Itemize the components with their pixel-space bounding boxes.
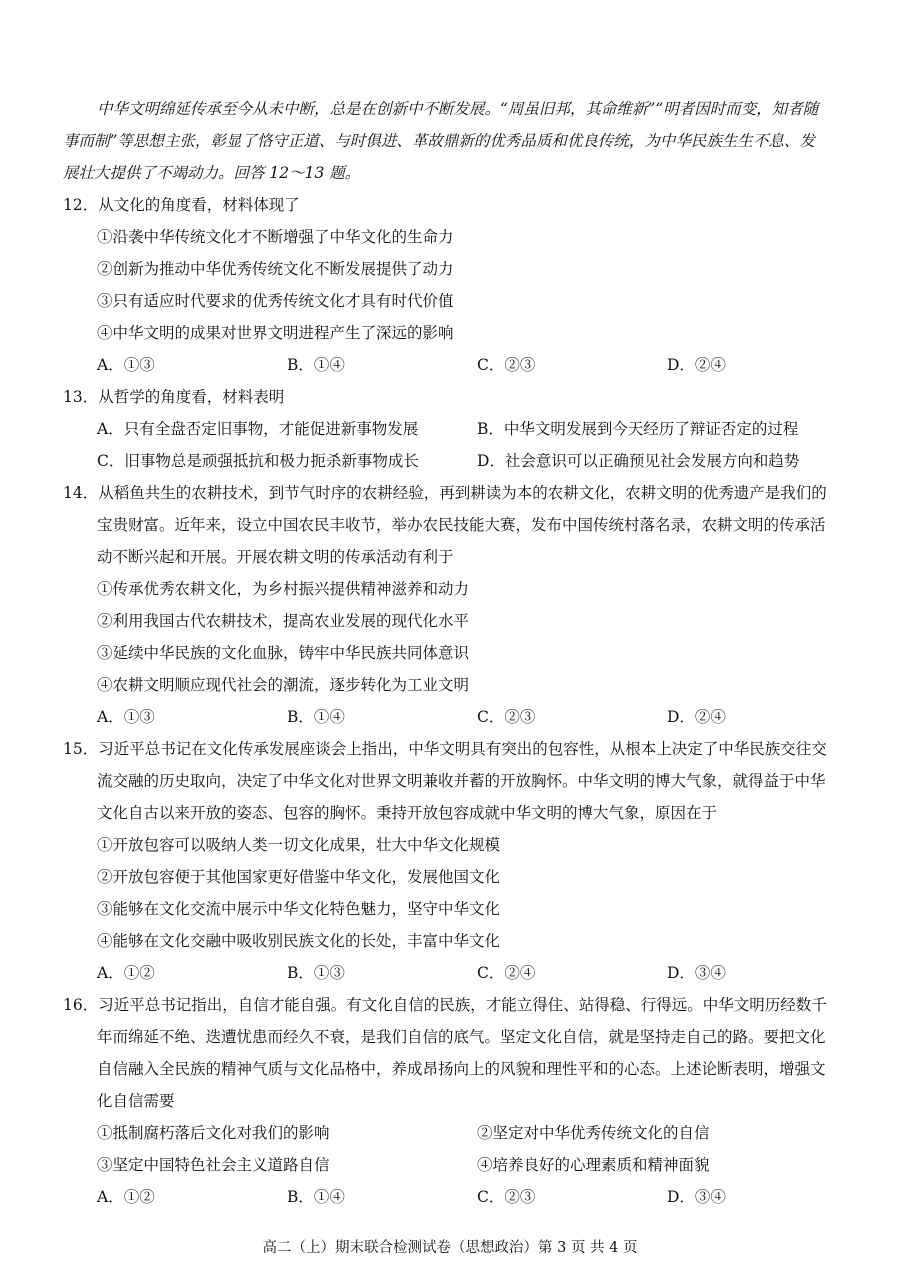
q12-option-d: D．②④ [667, 356, 726, 374]
q14-statement-1: ①传承优秀农耕文化，为乡村振兴提供精神滋养和动力 [97, 580, 470, 598]
q13-options-row-2 [97, 449, 837, 469]
q16-option-c: C．②③ [477, 1188, 536, 1206]
q14-option-b: B．①④ [287, 708, 345, 726]
q14-stem-line-1: 14．从稻鱼共生的农耕技术，到节气时序的农耕经验，再到耕读为本的农耕文化，农耕文明的优秀遗产是我们的 [63, 484, 827, 502]
q15-statement-1: ①开放包容可以吸纳人类一切文化成果，壮大中华文化规模 [97, 836, 501, 854]
q14-options [97, 705, 837, 725]
q14-stem-line-3: 动不断兴起和开展。开展农耕文明的传承活动有利于 [97, 548, 454, 566]
q13-option-c: C．旧事物总是顽强抵抗和极力扼杀新事物成长 [97, 452, 419, 470]
intro-line-3: 展壮大提供了不竭动力。回答 12～13 题。 [63, 164, 361, 182]
q16-stem-line-1: 16．习近平总书记指出，自信才能自强。有文化自信的民族，才能立得住、站得稳、行得远。中华文明历经数千 [63, 996, 827, 1014]
q16-option-d: D．③④ [667, 1188, 726, 1206]
q15-statement-4: ④能够在文化交融中吸收别民族文化的长处，丰富中华文化 [97, 932, 501, 950]
q14-stem-line-2: 宝贵财富。近年来，设立中国农民丰收节，举办农民技能大赛，发布中国传统村落名录，农耕文明的传承活 [97, 516, 826, 534]
q16-statement-3: ③坚定中国特色社会主义道路自信 [97, 1156, 330, 1174]
q12-option-a: A．①③ [97, 356, 155, 374]
q16-stem-line-4: 化自信需要 [97, 1092, 175, 1110]
q16-statement-2: ②坚定对中华优秀传统文化的自信 [477, 1124, 710, 1142]
q12-statement-2: ②创新为推动中华优秀传统文化不断发展提供了动力 [97, 260, 454, 278]
q12-option-c: C．②③ [477, 356, 536, 374]
q16-options [97, 1185, 837, 1205]
intro-line-1: 中华文明绵延传承至今从未中断，总是在创新中不断发展。“周虽旧邦，其命维新”“明者因时而变，知者随 [97, 100, 819, 118]
q12-statement-4: ④中华文明的成果对世界文明进程产生了深远的影响 [97, 324, 454, 342]
q15-stem-line-3: 文化自古以来开放的姿态、包容的胸怀。秉持开放包容成就中华文明的博大气象，原因在于 [97, 804, 718, 822]
page-footer: 高二（上）期末联合检测试卷（思想政治）第 3 页 共 4 页 [262, 1240, 638, 1256]
q13-options-row-1 [97, 417, 837, 437]
q14-option-a: A．①③ [97, 708, 155, 726]
q12-statement-1: ①沿袭中华传统文化才不断增强了中华文化的生命力 [97, 228, 454, 246]
q16-statements-row-2 [97, 1153, 837, 1173]
q12-options [97, 353, 837, 373]
q15-statement-2: ②开放包容便于其他国家更好借鉴中华文化，发展他国文化 [97, 868, 501, 886]
q12-statement-3: ③只有适应时代要求的优秀传统文化才具有时代价值 [97, 292, 454, 310]
q16-statement-1: ①抵制腐朽落后文化对我们的影响 [97, 1124, 330, 1142]
q12-option-b: B．①④ [287, 356, 345, 374]
q14-option-c: C．②③ [477, 708, 536, 726]
q13-stem: 13．从哲学的角度看，材料表明 [63, 388, 285, 406]
intro-line-2: 事而制”等思想主张，彰显了恪守正道、与时俱进、革故鼎新的优秀品质和优良传统，为中华民族生生不息、发 [63, 132, 815, 150]
q16-option-b: B．①④ [287, 1188, 345, 1206]
q15-option-b: B．①③ [287, 964, 345, 982]
q16-stem-line-2: 年而绵延不绝、迭遭忧患而经久不衰，是我们自信的底气。坚定文化自信，就是坚持走自己的路。要把文化 [97, 1028, 826, 1046]
q14-option-d: D．②④ [667, 708, 726, 726]
q15-option-d: D．③④ [667, 964, 726, 982]
q13-option-d: D．社会意识可以正确预见社会发展方向和趋势 [477, 452, 800, 470]
q14-statement-3: ③延续中华民族的文化血脉，铸牢中华民族共同体意识 [97, 644, 470, 662]
q15-stem-line-2: 流交融的历史取向，决定了中华文化对世界文明兼收并蓄的开放胸怀。中华文明的博大气象，就得益于中华 [97, 772, 826, 790]
q14-statement-2: ②利用我国古代农耕技术，提高农业发展的现代化水平 [97, 612, 470, 630]
q12-stem: 12．从文化的角度看，材料体现了 [63, 196, 300, 214]
q15-option-c: C．②④ [477, 964, 536, 982]
q15-statement-3: ③能够在文化交流中展示中华文化特色魅力，坚守中华文化 [97, 900, 501, 918]
q13-option-b: B．中华文明发展到今天经历了辩证否定的过程 [477, 420, 799, 438]
q16-stem-line-3: 自信融入全民族的精神气质与文化品格中，养成昂扬向上的风貌和理性平和的心态。上述论断表明，增强文 [97, 1060, 826, 1078]
q13-option-a: A．只有全盘否定旧事物，才能促进新事物发展 [97, 420, 419, 438]
q15-option-a: A．①② [97, 964, 155, 982]
q15-stem-line-1: 15．习近平总书记在文化传承发展座谈会上指出，中华文明具有突出的包容性，从根本上决定了中华民族交往交 [63, 740, 827, 758]
q16-statements-row-1 [97, 1121, 837, 1141]
q16-statement-4: ④培养良好的心理素质和精神面貌 [477, 1156, 710, 1174]
q14-statement-4: ④农耕文明顺应现代社会的潮流，逐步转化为工业文明 [97, 676, 470, 694]
q16-option-a: A．①② [97, 1188, 155, 1206]
q15-options [97, 961, 837, 981]
